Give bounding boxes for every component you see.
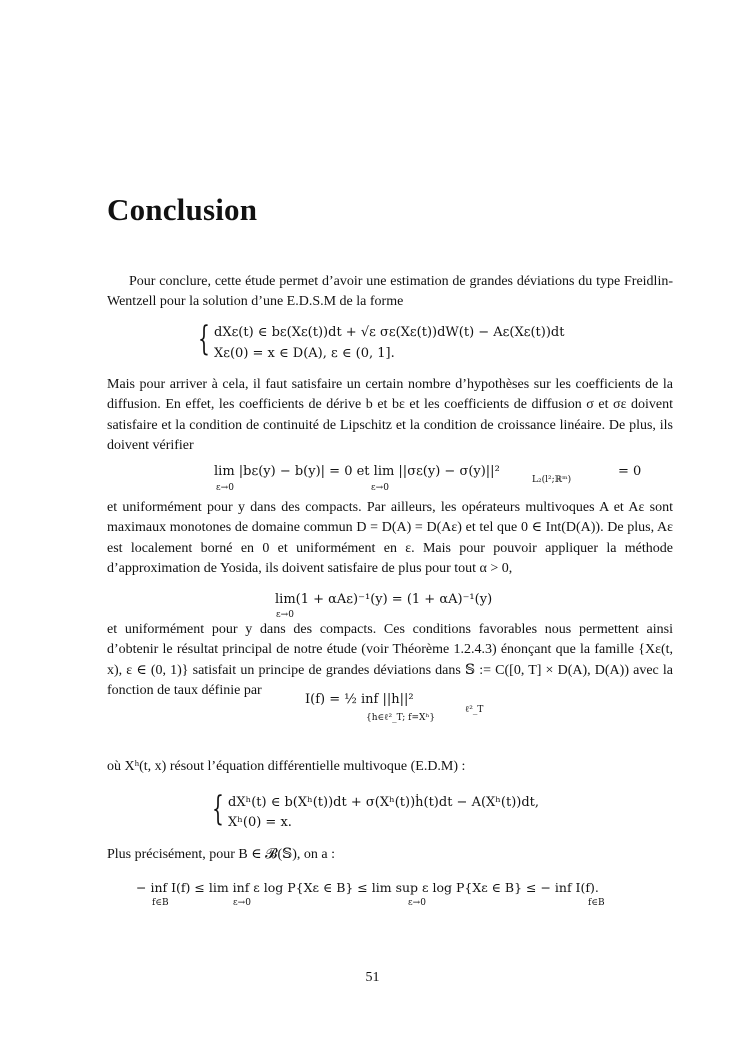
left-brace-edm: { (212, 789, 224, 829)
equation-limits-rhs: = 0 (618, 464, 642, 479)
equation-ldp: − inf I(f) ≤ lim inf ε log P{Xε ∈ B} ≤ lim sup ε log P{Xε ∈ B} ≤ − inf I(f). (136, 880, 599, 895)
equation-ldp-sub1: f∈B (152, 898, 169, 908)
equation-rate-norm-sub: ℓ²_T (465, 705, 484, 715)
paragraph-hypotheses: Mais pour arriver à cela, il faut satisfaire un certain nombre d’hypothèses sur les coefficients de la diffusion. En effet, les coefficients de dérive b et bε et les coefficients de diffusion σ et σε doivent satisfaire et la condition de continuité de Lipschitz et la condition de croissance linéaire. De plus, ils doivent vérifier (107, 377, 673, 454)
equation-yosida: lim(1 + αAε)⁻¹(y) = (1 + αA)⁻¹(y) (275, 592, 493, 607)
equation-yosida-sub: ε→0 (276, 610, 294, 620)
paragraph-precise: Plus précisément, pour B ∈ 𝓑(𝕊), on a : (107, 847, 336, 862)
paragraph-intro: Pour conclure, cette étude permet d’avoir une estimation de grandes déviations du type Freidlin-Wentzell pour la solution d’une E.D.S.M de la forme (107, 274, 673, 310)
left-brace: { (198, 319, 210, 359)
paragraph-edm-intro: où Xʰ(t, x) résout l’équation différentielle multivoque (E.D.M) : (107, 759, 466, 774)
equation-limits: lim |bε(y) − b(y)| = 0 et lim ||σε(y) − σ(y)||² (214, 464, 500, 479)
equation-limits-sub1: ε→0 (216, 483, 234, 493)
equation-limits-sub2: ε→0 (371, 483, 389, 493)
equation-rate-sub: {h∈ℓ²_T; f=Xʰ} (366, 713, 436, 723)
equation-sdem-line2: Xε(0) = x ∈ D(A), ε ∈ (0, 1]. (214, 346, 395, 361)
equation-sdem-line1: dXε(t) ∈ bε(Xε(t))dt + √ε σε(Xε(t))dW(t) − Aε(Xε(t))dt (214, 325, 565, 340)
equation-edm-line2: Xʰ(0) = x. (228, 815, 292, 830)
equation-rate: I(f) = ½ inf ||h||² (305, 692, 414, 707)
equation-ldp-sub2: ε→0 (233, 898, 251, 908)
chapter-title: Conclusion (107, 192, 258, 227)
equation-edm-line1: dXʰ(t) ∈ b(Xʰ(t))dt + σ(Xʰ(t))ḣ(t)dt − A(Xʰ(t))dt, (228, 795, 540, 810)
equation-ldp-sub3: ε→0 (408, 898, 426, 908)
equation-ldp-sub4: f∈B (588, 898, 605, 908)
paragraph-operators: et uniformément pour y dans des compacts. Par ailleurs, les opérateurs multivoques A et Aε sont maximaux monotones de domaine commun D = D(A) = D(Aε) et tel que 0 ∈ Int(D(A)). De plus, Aε est localement borné en 0 et uniformément en ε. Mais pour pouvoir appliquer la méthode d’approximation de Yosida, ils doivent satisfaire de plus pour tout α > 0, (107, 500, 673, 577)
page-number: 51 (365, 970, 380, 985)
equation-limits-norm-sub: L₂(l²;ℝᵐ) (532, 475, 572, 485)
paragraph-main-result: et uniformément pour y dans des compacts. Ces conditions favorables nous permettent ainsi d’obtenir le résultat principal de notre étude (voir Théorème 1.2.4.3) énonçant que la famille {Xε(t, x), ε ∈ (0, 1)} satisfait un principe de grandes déviations dans 𝕊 := C([0, T] × D(A), D(A)) avec la fonction de taux définie par (107, 622, 673, 699)
